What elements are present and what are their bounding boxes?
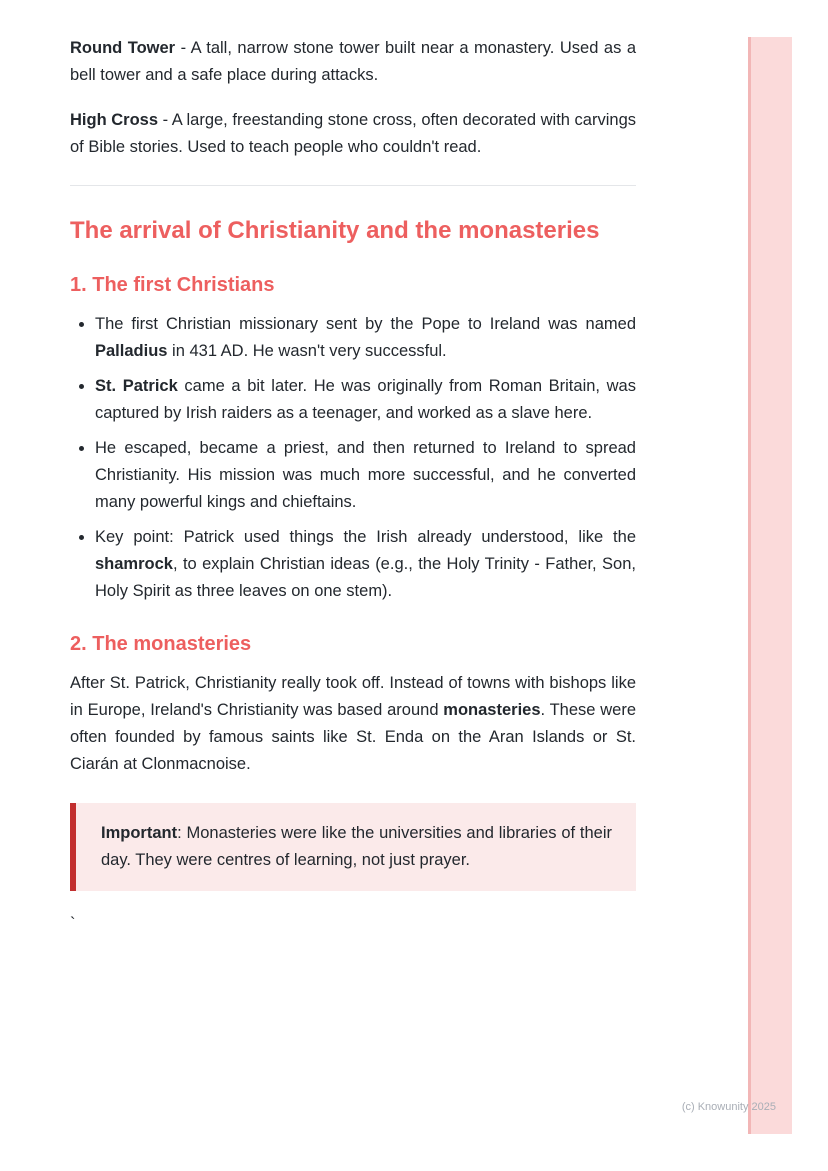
text-segment: , to explain Christian ideas (e.g., the Holy Trinity - Father, Son, Holy Spirit as three leaves on one stem).	[95, 555, 636, 600]
list-item	[95, 524, 636, 605]
definition-paragraph	[70, 35, 636, 89]
subsection-heading-first-christians: 1. The first Christians	[70, 274, 275, 296]
list-item	[95, 311, 636, 365]
decorative-side-stripe	[748, 37, 792, 1134]
stray-character: `	[70, 915, 76, 933]
text-segment: The first Christian missionary sent by the Pope to Ireland was named	[95, 315, 636, 333]
bold-term: Palladius	[95, 342, 168, 360]
copyright-footer: (c) Knowunity 2025	[681, 1101, 776, 1113]
subsection-heading-monasteries: 2. The monasteries	[70, 633, 252, 655]
definition-text: - A tall, narrow stone tower built near a monastery. Used as a bell tower and a safe place during attacks.	[70, 39, 636, 84]
bold-term: shamrock	[95, 555, 173, 573]
definition-text: - A large, freestanding stone cross, often decorated with carvings of Bible stories. Used to teach people who couldn't read.	[70, 111, 636, 156]
important-callout	[70, 803, 636, 891]
document-page	[70, 0, 636, 938]
body-paragraph	[70, 670, 636, 778]
text-segment: He escaped, became a priest, and then returned to Ireland to spread Christianity. His mission was much more successful, and he converted many powerful kings and chieftains.	[95, 439, 636, 511]
bullet-list	[70, 311, 636, 605]
section-divider	[70, 185, 636, 186]
callout-label: Important	[101, 824, 178, 842]
text-segment: came a bit later. He was originally from Roman Britain, was captured by Irish raiders as a teenager, and worked as a slave here.	[95, 377, 636, 422]
section-title: The arrival of Christianity and the monasteries	[70, 217, 600, 244]
text-segment: After St. Patrick, Christianity really took off. Instead of towns with bishops like in Europe, Ireland's Christianity was based around	[70, 674, 636, 719]
text-segment: Key point: Patrick used things the Irish already understood, like the	[95, 528, 636, 546]
list-item	[95, 435, 636, 516]
text-segment: in 431 AD. He wasn't very successful.	[167, 342, 447, 360]
definition-term: Round Tower	[70, 39, 176, 57]
callout-text: : Monasteries were like the universities and libraries of their day. They were centres of learning, not just prayer.	[101, 824, 612, 869]
bold-term: monasteries	[443, 701, 541, 719]
list-item	[95, 373, 636, 427]
definition-paragraph	[70, 107, 636, 161]
text-segment: . These were often founded by famous saints like St. Enda on the Aran Islands or St. Ciarán at Clonmacnoise.	[70, 701, 637, 773]
definition-term: High Cross	[70, 111, 159, 129]
bold-term: St. Patrick	[95, 377, 178, 395]
